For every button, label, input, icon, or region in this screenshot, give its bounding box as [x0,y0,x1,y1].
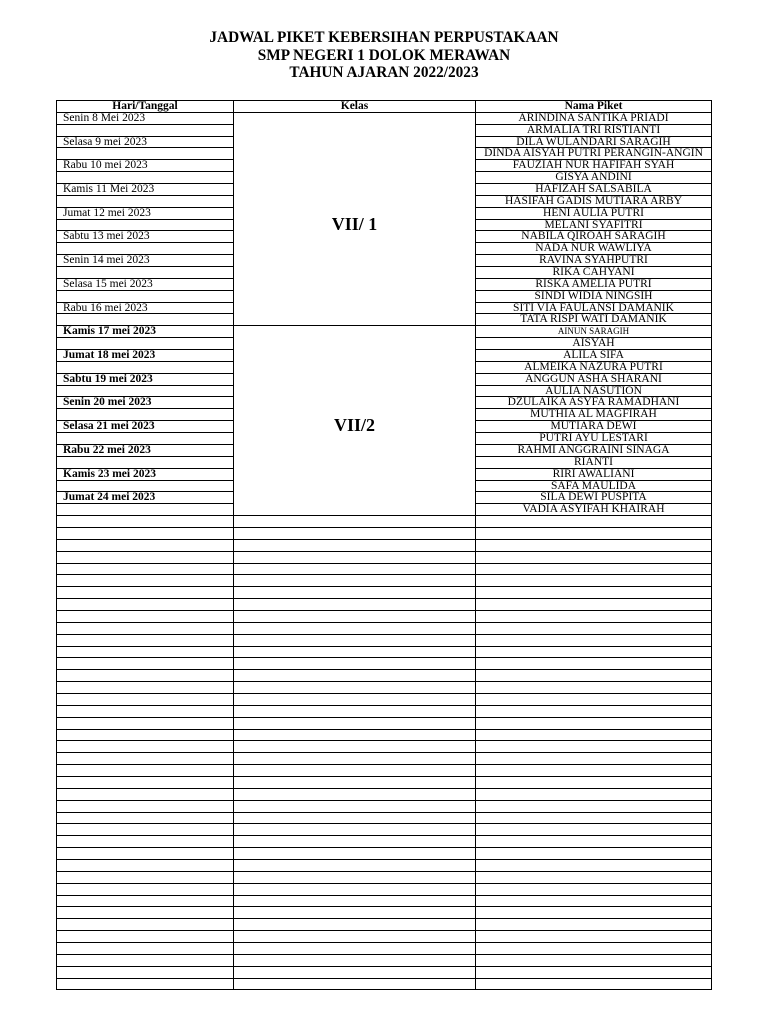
name-cell: DZULAIKA ASYFA RAMADHANI [476,397,711,408]
empty-cell [57,670,233,681]
empty-date-cell [57,196,233,207]
empty-cell [57,718,233,729]
empty-cell [57,706,233,717]
name-cell: RIRI AWALIANI [476,469,711,480]
page-title-line-1: JADWAL PIKET KEBERSIHAN PERPUSTAKAAN [209,29,559,46]
header-class: Kelas [234,101,475,112]
empty-cell [234,955,475,966]
empty-cell [57,967,233,978]
empty-cell [234,575,475,586]
empty-date-cell [57,481,233,492]
empty-cell [234,931,475,942]
date-cell: Sabtu 13 mei 2023 [57,231,233,242]
empty-cell [476,836,711,847]
empty-cell [476,896,711,907]
name-cell: SITI VIA FAULANSI DAMANIK [476,303,711,314]
empty-cell [234,789,475,800]
empty-cell [476,575,711,586]
empty-date-cell [57,433,233,444]
empty-cell [234,967,475,978]
empty-cell [476,516,711,527]
empty-cell [57,635,233,646]
empty-cell [57,789,233,800]
date-cell: Senin 20 mei 2023 [57,397,233,408]
empty-cell [57,919,233,930]
empty-cell [57,907,233,918]
empty-cell [234,848,475,859]
empty-cell [57,979,233,990]
name-cell: ALILA SIFA [476,350,711,361]
name-cell: PUTRI AYU LESTARI [476,433,711,444]
empty-cell [476,860,711,871]
name-cell: SILA DEWI PUSPITA [476,492,711,503]
empty-cell [234,919,475,930]
name-cell: HASIFAH GADIS MUTIARA ARBY [476,196,711,207]
empty-cell [476,848,711,859]
date-cell: Senin 14 mei 2023 [57,255,233,266]
empty-cell [57,528,233,539]
class-cell: VII/2 [234,326,475,515]
name-cell: MUTIARA DEWI [476,421,711,432]
empty-cell [234,540,475,551]
empty-cell [234,943,475,954]
empty-cell [57,516,233,527]
empty-cell [57,765,233,776]
name-cell: TATA RISPI WATI DAMANIK [476,314,711,325]
empty-cell [234,564,475,575]
empty-cell [234,896,475,907]
empty-cell [476,670,711,681]
empty-cell [234,611,475,622]
empty-cell [476,540,711,551]
empty-cell [234,860,475,871]
empty-date-cell [57,386,233,397]
empty-cell [476,528,711,539]
empty-cell [476,587,711,598]
date-cell: Jumat 12 mei 2023 [57,208,233,219]
empty-cell [234,836,475,847]
date-cell: Kamis 23 mei 2023 [57,469,233,480]
empty-cell [476,801,711,812]
date-cell: Selasa 15 mei 2023 [57,279,233,290]
empty-cell [234,753,475,764]
empty-cell [57,741,233,752]
empty-cell [234,552,475,563]
empty-cell [476,682,711,693]
date-cell: Jumat 18 mei 2023 [57,350,233,361]
empty-cell [57,943,233,954]
empty-cell [234,670,475,681]
empty-cell [57,575,233,586]
empty-cell [476,919,711,930]
empty-cell [57,872,233,883]
empty-cell [234,801,475,812]
empty-cell [57,658,233,669]
empty-cell [57,611,233,622]
empty-date-cell [57,338,233,349]
empty-cell [57,599,233,610]
empty-cell [476,753,711,764]
name-cell: RAHMI ANGGRAINI SINAGA [476,445,711,456]
empty-cell [57,587,233,598]
name-cell: NADA NUR WAWLIYA [476,243,711,254]
empty-date-cell [57,314,233,325]
empty-cell [476,931,711,942]
empty-cell [234,528,475,539]
name-cell: ANGGUN ASHA SHARANI [476,374,711,385]
empty-cell [234,718,475,729]
name-cell: FAUZIAH NUR HAFIFAH SYAH [476,160,711,171]
name-cell: MELANI SYAFITRI [476,220,711,231]
empty-cell [234,706,475,717]
empty-cell [234,777,475,788]
empty-cell [57,564,233,575]
empty-cell [476,623,711,634]
empty-cell [234,813,475,824]
empty-cell [476,824,711,835]
empty-cell [57,955,233,966]
empty-cell [234,765,475,776]
empty-date-cell [57,457,233,468]
date-cell: Selasa 21 mei 2023 [57,421,233,432]
empty-cell [234,907,475,918]
empty-cell [234,694,475,705]
empty-cell [234,635,475,646]
empty-cell [57,647,233,658]
empty-cell [476,872,711,883]
page-title-line-2: SMP NEGERI 1 DOLOK MERAWAN [257,46,511,64]
empty-cell [57,552,233,563]
name-cell: HENI AULIA PUTRI [476,208,711,219]
empty-date-cell [57,267,233,278]
empty-date-cell [57,243,233,254]
empty-cell [234,884,475,895]
empty-cell [476,979,711,990]
header-names: Nama Piket [476,101,711,112]
date-cell: Kamis 11 Mei 2023 [57,184,233,195]
empty-cell [476,765,711,776]
name-cell: ALMEIKA NAZURA PUTRI [476,362,711,373]
empty-cell [476,658,711,669]
empty-cell [234,658,475,669]
date-cell: Rabu 10 mei 2023 [57,160,233,171]
page-title-line-3: TAHUN AJARAN 2022/2023 [289,64,479,81]
empty-cell [57,931,233,942]
name-cell: RAVINA SYAHPUTRI [476,255,711,266]
empty-cell [57,540,233,551]
empty-cell [476,813,711,824]
empty-cell [476,943,711,954]
empty-cell [57,836,233,847]
empty-cell [57,730,233,741]
name-cell: AULIA NASUTION [476,386,711,397]
name-cell: AINUN SARAGIH [476,326,711,337]
empty-cell [234,824,475,835]
empty-cell [476,635,711,646]
empty-cell [57,682,233,693]
empty-cell [234,623,475,634]
empty-cell [476,789,711,800]
name-cell: DINDA AISYAH PUTRI PERANGIN-ANGIN [476,148,711,159]
empty-cell [476,599,711,610]
name-cell: VADIA ASYIFAH KHAIRAH [476,504,711,515]
name-cell: NABILA QIROAH SARAGIH [476,231,711,242]
empty-cell [234,587,475,598]
empty-cell [476,718,711,729]
empty-cell [476,967,711,978]
empty-cell [234,516,475,527]
empty-cell [57,623,233,634]
empty-date-cell [57,362,233,373]
empty-cell [57,848,233,859]
name-cell: GISYA ANDINI [476,172,711,183]
empty-cell [234,647,475,658]
name-cell: MUTHIA AL MAGFIRAH [476,409,711,420]
empty-cell [234,682,475,693]
date-cell: Rabu 22 mei 2023 [57,445,233,456]
empty-date-cell [57,148,233,159]
name-cell: HAFIZAH SALSABILA [476,184,711,195]
name-cell: SAFA MAULIDA [476,481,711,492]
date-cell: Sabtu 19 mei 2023 [57,374,233,385]
empty-cell [57,777,233,788]
empty-cell [476,884,711,895]
empty-cell [234,730,475,741]
empty-cell [57,694,233,705]
empty-cell [234,741,475,752]
name-cell: DILA WULANDARI SARAGIH [476,137,711,148]
empty-cell [476,647,711,658]
name-cell: RISKA AMELIA PUTRI [476,279,711,290]
empty-date-cell [57,504,233,515]
empty-cell [57,824,233,835]
name-cell: SINDI WIDIA NINGSIH [476,291,711,302]
name-cell: RIKA CAHYANI [476,267,711,278]
empty-cell [476,564,711,575]
class-cell: VII/ 1 [234,113,475,325]
header-date: Hari/Tanggal [57,101,233,112]
name-cell: AISYAH [476,338,711,349]
empty-cell [476,741,711,752]
date-cell: Rabu 16 mei 2023 [57,303,233,314]
empty-cell [57,801,233,812]
empty-cell [476,706,711,717]
empty-cell [476,907,711,918]
empty-date-cell [57,220,233,231]
empty-date-cell [57,409,233,420]
empty-cell [57,884,233,895]
empty-cell [234,872,475,883]
date-cell: Jumat 24 mei 2023 [57,492,233,503]
empty-cell [57,813,233,824]
date-cell: Kamis 17 mei 2023 [57,326,233,337]
name-cell: ARINDINA SANTIKA PRIADI [476,113,711,124]
schedule-table [56,100,712,990]
empty-cell [476,955,711,966]
empty-cell [476,730,711,741]
empty-cell [57,753,233,764]
empty-date-cell [57,291,233,302]
date-cell: Senin 8 Mei 2023 [57,113,233,124]
empty-cell [476,611,711,622]
empty-date-cell [57,125,233,136]
name-cell: ARMALIA TRI RISTIANTI [476,125,711,136]
page-title [0,29,768,82]
empty-cell [476,777,711,788]
empty-date-cell [57,172,233,183]
date-cell: Selasa 9 mei 2023 [57,137,233,148]
empty-cell [57,896,233,907]
empty-cell [234,599,475,610]
empty-cell [234,979,475,990]
empty-cell [57,860,233,871]
empty-cell [476,552,711,563]
name-cell: RIANTI [476,457,711,468]
empty-cell [476,694,711,705]
